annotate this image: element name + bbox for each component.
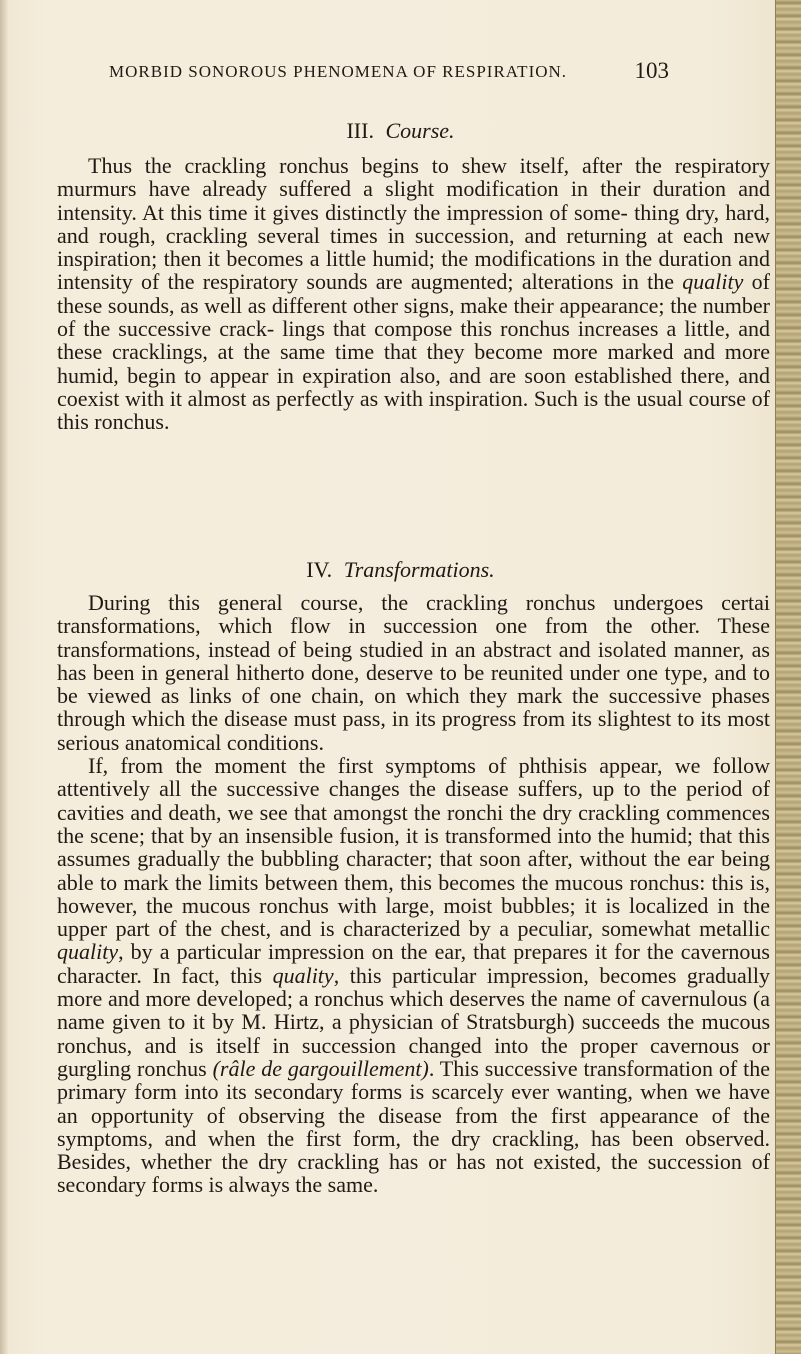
paragraph: If, from the moment the first symptoms of phthisis appear, we follow attentively all the successive changes the disease suffers, up to the period of cavities and death, we see that amongst the ronchi the dry crackling commences the scene; that by an insensible fusion, it is transformed into the humid; that this assumes gradually the bubbling character; that soon after, without the ear being able to mark the limits between them, this becomes the mucous ronchus: this is, however, the mucous ronchus with large, moist bubbles; it is localized in the upper part of the chest, and is characterized by a peculiar, somewhat metallic quality, by a particular impression on the ear, that prepares it for the cavernous character. In fact, this quality, this particular impression, becomes gradually more and more developed; a ronchus which deserves the name of cavernulous (a name given to it by M. Hirtz, a physician of Stratsburgh) succeeds the mucous ronchus, and is itself in succession changed into the proper cavernous or gurgling ronchus (râle de gargouillement). This successive transformation of the primary form into its secondary forms is scarcely ever wanting, when we have an opportunity of observing the disease from the first appearance of the symptoms, and when the first form, the dry crackling, has been observed. Besides, whether the dry crackling has or has not existed, the succession of secondary forms is always the same.	[57, 753, 771, 1198]
section-title: Transformations.	[343, 557, 495, 582]
section-heading-transformations	[0, 557, 801, 583]
italic-term: quality	[57, 939, 119, 965]
page-gutter-shadow	[0, 0, 8, 1354]
page-number: 103	[634, 58, 669, 83]
italic-term: quality	[272, 962, 334, 988]
paragraph: Thus the crackling ronchus begins to shew itself, after the respiratory murmurs have already suffered a slight modification in their duration and intensity. At this time it gives distinctly the impression of some- thing dry, hard, and rough, crackling several times in succession, and returning at each new inspiration; then it becomes a little humid; the modifications in the duration and intensity of the respiratory sounds are augmented; alterations in the quality of these sounds, as well as different other signs, make their appearance; the number of the successive crack- lings that compose this ronchus increases a little, and these cracklings, at the same time that they become more marked and more humid, begin to appear in expiration also, and are soon established there, and coexist with it almost as perfectly as with inspiration. Such is the usual course of this ronchus.	[57, 153, 770, 435]
paragraph: During this general course, the crackling ronchus undergoes certai transformations, which flow in succession one from the other. These transformations, instead of being studied in an abstract and isolated manner, as has been in general hitherto done, deserve to be reunited under one type, and to be viewed as links of one chain, on which they mark the successive phases through which the disease must pass, in its progress from its slightest to its most serious anatomical conditions.	[57, 590, 770, 755]
running-header	[109, 60, 669, 86]
section-heading-course	[0, 118, 801, 144]
italic-term: quality	[682, 269, 744, 295]
section-number: III.	[346, 118, 374, 143]
course-text	[57, 154, 770, 434]
section-number: IV.	[306, 557, 333, 582]
french-term: (râle de gargouillement)	[212, 1055, 429, 1081]
page-edge-texture	[775, 0, 801, 1354]
running-title: MORBID SONOROUS PHENOMENA OF RESPIRATION.	[109, 62, 568, 81]
section-title: Course.	[385, 118, 455, 143]
transformations-text	[57, 591, 770, 1197]
